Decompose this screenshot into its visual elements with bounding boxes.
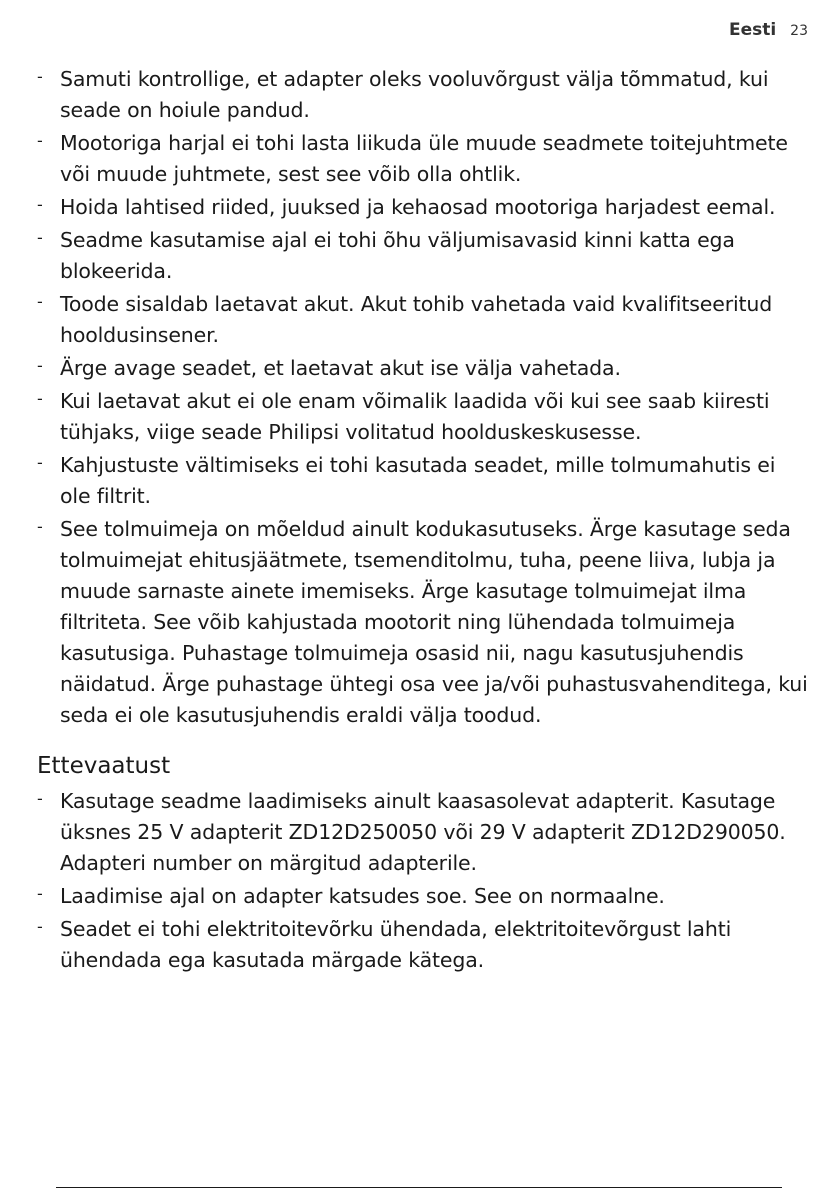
bullet-dash: -	[37, 195, 43, 214]
list-item	[37, 450, 809, 512]
list-item	[37, 881, 809, 912]
caution-heading: Ettevaatust	[37, 753, 171, 779]
list-item-text: Toode sisaldab laetavat akut. Akut tohib vahetada vaid kvalifitseeritud hooldusinsener.	[60, 292, 773, 347]
caution-list	[37, 786, 809, 976]
list-item	[37, 289, 809, 351]
list-item	[37, 225, 809, 287]
footer-divider	[56, 1187, 782, 1188]
bullet-dash: -	[37, 228, 43, 247]
list-item	[37, 514, 809, 731]
list-item	[37, 386, 809, 448]
list-item-text: Ärge avage seadet, et laetavat akut ise välja vahetada.	[60, 356, 621, 380]
header-language: Eesti	[728, 20, 777, 40]
bullet-dash: -	[37, 389, 43, 408]
list-item	[37, 192, 809, 223]
list-item-text: Hoida lahtised riided, juuksed ja kehaosad mootoriga harjadest eemal.	[60, 195, 776, 219]
bullet-dash: -	[37, 917, 43, 936]
list-item-text: Seadme kasutamise ajal ei tohi õhu väljumisavasid kinni katta ega blokeerida.	[60, 228, 735, 283]
page-number: 23	[790, 23, 808, 39]
bullet-dash: -	[37, 789, 43, 808]
list-item-text: Seadet ei tohi elektritoitevõrku ühendada, elektritoitevõrgust lahti ühendada ega kasutada märgade kätega.	[60, 917, 732, 972]
bullet-dash: -	[37, 884, 43, 903]
list-item-text: Laadimise ajal on adapter katsudes soe. See on normaalne.	[60, 884, 665, 908]
page-content	[37, 64, 809, 978]
list-item	[37, 914, 809, 976]
bullet-dash: -	[37, 131, 43, 150]
warnings-list	[37, 64, 809, 731]
bullet-dash: -	[37, 356, 43, 375]
list-item	[37, 128, 809, 190]
list-item-text: See tolmuimeja on mõeldud ainult kodukasutuseks. Ärge kasutage seda tolmuimejat ehitusjäätmete, tsemenditolmu, tuha, peene liiva, lubja ja muude sarnaste ainete imemiseks. Ärge kasutage tolmuimejat ilma filtriteta. See võib kahjustada mootorit ning lühendada tolmuimeja kasutusiga. Puhastage tolmuimeja osasid nii, nagu kasutusjuhendis näidatud. Ärge puhastage ühtegi osa vee ja/või puhastusvahenditega, kui seda ei ole kasutusjuhendis eraldi välja toodud.	[60, 517, 808, 727]
list-item	[37, 64, 809, 126]
list-item	[37, 786, 809, 879]
list-item-text: Kui laetavat akut ei ole enam võimalik laadida või kui see saab kiiresti tühjaks, viige seade Philipsi volitatud hoolduskeskusesse.	[60, 389, 770, 444]
page-header	[729, 20, 808, 40]
bullet-dash: -	[37, 517, 43, 536]
bullet-dash: -	[37, 67, 43, 86]
list-item-text: Mootoriga harjal ei tohi lasta liikuda üle muude seadmete toitejuhtmete või muude juhtmete, sest see võib olla ohtlik.	[60, 131, 788, 186]
bullet-dash: -	[37, 453, 43, 472]
list-item-text: Kahjustuste vältimiseks ei tohi kasutada seadet, mille tolmumahutis ei ole filtrit.	[60, 453, 776, 508]
bullet-dash: -	[37, 292, 43, 311]
list-item-text: Kasutage seadme laadimiseks ainult kaasasolevat adapterit. Kasutage üksnes 25 V adapterit ZD12D250050 või 29 V adapterit ZD12D290050. Adapteri number on märgitud adapterile.	[60, 789, 786, 875]
list-item	[37, 353, 809, 384]
list-item-text: Samuti kontrollige, et adapter oleks vooluvõrgust välja tõmmatud, kui seade on hoiule pandud.	[60, 67, 769, 122]
